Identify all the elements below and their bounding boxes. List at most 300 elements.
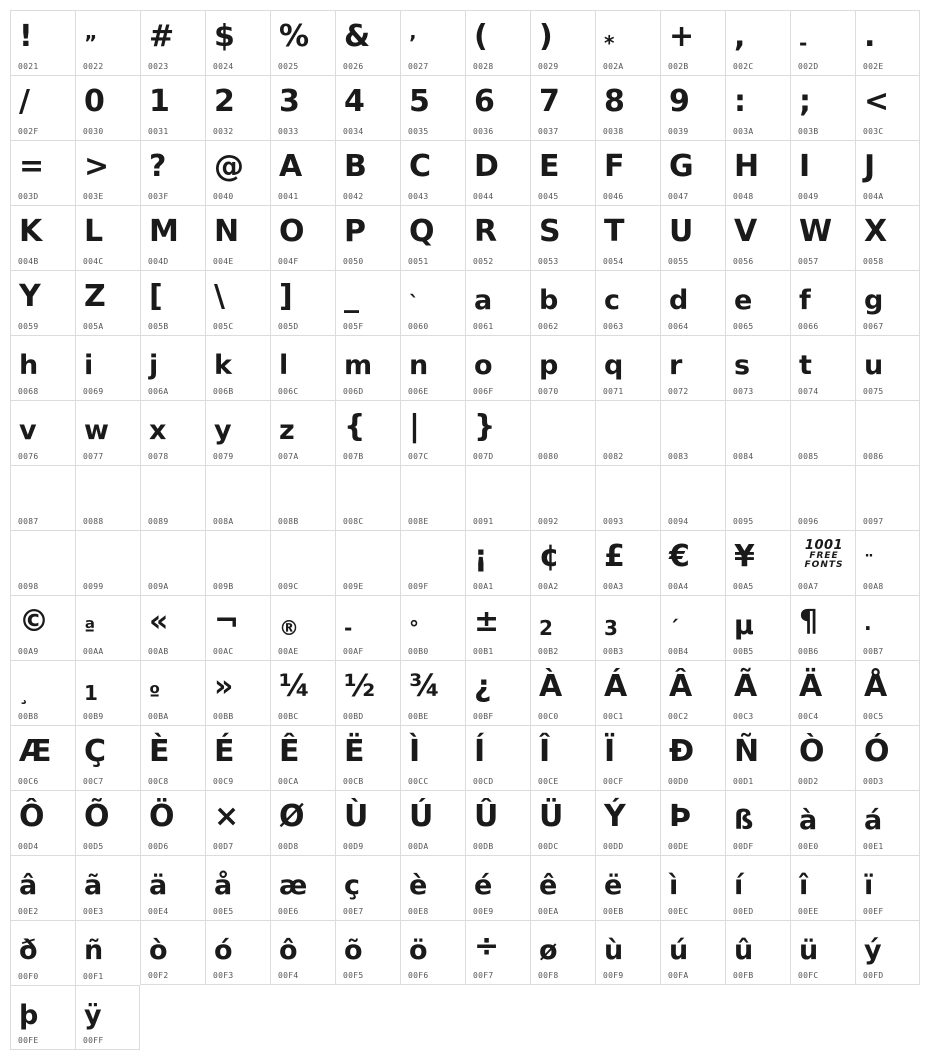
glyph-sample: º [149,681,161,705]
glyph-cell-00e5 [205,855,270,920]
glyph-sample: h [19,350,39,381]
glyph-cell-0093 [595,465,660,530]
glyph-cell-00aa [75,595,140,660]
glyph-sample: Y [19,279,41,314]
glyph-sample: E [539,149,560,184]
glyph-cell-0085 [790,400,855,465]
glyph-cell-0067 [855,270,920,335]
glyph-sample: u [864,350,884,381]
glyph-code-label: 00E2 [18,907,39,916]
glyph-cell-00d2 [790,725,855,790]
glyph-cell-002b [660,10,725,75]
glyph-code-label: 006D [343,387,364,396]
glyph-code-label: 00D2 [798,777,819,786]
glyph-sample: S [539,214,561,249]
glyph-cell-0026 [335,10,400,75]
glyph-cell-0030 [75,75,140,140]
glyph-cell-0047 [660,140,725,205]
glyph-code-label: 0034 [343,127,364,136]
glyph-sample: 4 [344,84,365,119]
glyph-sample: } [474,409,496,444]
glyph-sample: L [84,214,104,249]
glyph-sample: > [84,149,110,184]
glyph-code-label: 0076 [18,452,39,461]
glyph-code-label: 00ED [733,907,754,916]
glyph-code-label: 0062 [538,322,559,331]
glyph-cell-00ba [140,660,205,725]
glyph-cell-00de [660,790,725,855]
glyph-sample: X [864,214,888,249]
glyph-cell-00c8 [140,725,205,790]
glyph-cell-0080 [530,400,595,465]
glyph-cell-007a [270,400,335,465]
glyph-code-label: 008B [278,517,299,526]
glyph-sample: Ä [799,669,823,704]
glyph-code-label: 0094 [668,517,689,526]
glyph-cell-00b3 [595,595,660,660]
glyph-cell-0044 [465,140,530,205]
glyph-cell-00db [465,790,530,855]
glyph-sample: | [409,409,420,444]
glyph-sample: + [669,19,695,54]
glyph-cell-00d9 [335,790,400,855]
glyph-sample: c [604,285,621,316]
glyph-cell-009b [205,530,270,595]
glyph-sample: ÿ [84,1000,102,1031]
glyph-sample: ] [279,279,293,314]
glyph-cell-00b6 [790,595,855,660]
glyph-cell-00d8 [270,790,335,855]
glyph-sample: 1 [149,84,170,119]
glyph-cell-007d [465,400,530,465]
glyph-sample: [ [149,279,163,314]
glyph-cell-008b [270,465,335,530]
glyph-sample: ® [279,616,299,640]
glyph-cell-00bd [335,660,400,725]
glyph-cell-005c [205,270,270,335]
glyph-cell-00c3 [725,660,790,725]
glyph-sample: þ [19,1000,39,1031]
glyph-code-label: 00AC [213,647,234,656]
glyph-cell-003f [140,140,205,205]
glyph-cell-00fc [790,920,855,985]
glyph-sample: ; [799,84,811,119]
glyph-sample: ä [149,870,168,901]
glyph-code-label: 00B9 [83,712,104,721]
glyph-code-label: 00FD [863,971,884,980]
glyph-code-label: 0066 [798,322,819,331]
glyph-code-label: 0043 [408,192,429,201]
glyph-sample: l [279,350,289,381]
glyph-code-label: 002F [18,127,39,136]
glyph-code-label: 00DB [473,842,494,851]
glyph-cell-00dc [530,790,595,855]
glyph-cell-00e7 [335,855,400,920]
glyph-sample: , [734,19,746,54]
glyph-code-label: 00FA [668,971,689,980]
glyph-code-label: 00B4 [668,647,689,656]
glyph-cell-0087 [10,465,75,530]
glyph-cell-00c0 [530,660,595,725]
glyph-cell-0051 [400,205,465,270]
glyph-sample: 6 [474,84,495,119]
glyph-sample: g [864,285,884,316]
glyph-sample: j [149,350,159,381]
glyph-code-label: 00CC [408,777,429,786]
glyph-sample: s [734,350,751,381]
glyph-sample: £ [604,539,625,574]
glyph-cell-009f [400,530,465,595]
glyph-sample: Ó [864,734,890,769]
glyph-code-label: 0089 [148,517,169,526]
glyph-sample: y [214,415,232,446]
glyph-cell-00ea [530,855,595,920]
glyph-code-label: 0073 [733,387,754,396]
glyph-code-label: 00B2 [538,647,559,656]
glyph-cell-006f [465,335,530,400]
glyph-cell-00f4 [270,920,335,985]
glyph-sample: - [344,616,353,640]
glyph-code-label: 00C7 [83,777,104,786]
glyph-code-label: 00E1 [863,842,884,851]
glyph-sample: ± [474,604,500,639]
glyph-cell-00d6 [140,790,205,855]
glyph-cell-00da [400,790,465,855]
glyph-code-label: 006F [473,387,494,396]
glyph-cell-0031 [140,75,205,140]
glyph-sample: á [864,805,883,836]
glyph-code-label: 0063 [603,322,624,331]
glyph-code-label: 00DA [408,842,429,851]
glyph-code-label: 00FC [798,971,819,980]
glyph-cell-009c [270,530,335,595]
glyph-sample: Ï [604,734,616,769]
glyph-code-label: 005D [278,322,299,331]
glyph-sample: i [84,350,94,381]
glyph-cell-0025 [270,10,335,75]
glyph-code-label: 0054 [603,257,624,266]
glyph-sample: Õ [84,799,110,834]
glyph-code-label: 007B [343,452,364,461]
glyph-sample: Û [474,799,499,834]
glyph-sample: å [214,870,233,901]
glyph-sample: Ë [344,734,365,769]
glyph-code-label: 00D8 [278,842,299,851]
glyph-cell-00a5 [725,530,790,595]
glyph-cell-00ff [75,985,140,1050]
glyph-cell-0027 [400,10,465,75]
glyph-sample: f [799,285,811,316]
glyph-sample: æ [279,870,308,901]
glyph-code-label: 00A4 [668,582,689,591]
glyph-sample: Â [669,669,693,704]
glyph-cell-0074 [790,335,855,400]
glyph-sample: ¾ [409,669,441,704]
glyph-code-label: 00C2 [668,712,689,721]
glyph-sample: ( [474,19,488,54]
glyph-cell-0022 [75,10,140,75]
glyph-cell-009e [335,530,400,595]
glyph-sample: È [149,734,170,769]
glyph-code-label: 0074 [798,387,819,396]
glyph-code-label: 007A [278,452,299,461]
glyph-sample: d [669,285,689,316]
glyph-code-label: 00EB [603,907,624,916]
glyph-cell-00ca [270,725,335,790]
glyph-sample: ¶ [799,604,819,639]
glyph-cell-00e4 [140,855,205,920]
glyph-cell-006c [270,335,335,400]
glyph-cell-0073 [725,335,790,400]
glyph-sample: ì [669,870,679,901]
glyph-code-label: 00FB [733,971,754,980]
glyph-cell-006a [140,335,205,400]
glyph-sample: à [799,805,818,836]
glyph-code-label: 00C3 [733,712,754,721]
glyph-cell-0037 [530,75,595,140]
glyph-sample: © [19,604,49,639]
glyph-cell-00a4 [660,530,725,595]
glyph-cell-0048 [725,140,790,205]
glyph-sample: - [799,31,808,55]
glyph-cell-00a2 [530,530,595,595]
glyph-code-label: 003E [83,192,104,201]
glyph-cell-004d [140,205,205,270]
glyph-cell-004a [855,140,920,205]
glyph-code-label: 0077 [83,452,104,461]
glyph-code-label: 006C [278,387,299,396]
glyph-code-label: 009F [408,582,429,591]
glyph-cell-0068 [10,335,75,400]
glyph-code-label: 004A [863,192,884,201]
glyph-code-label: 00EA [538,907,559,916]
glyph-code-label: 0047 [668,192,689,201]
glyph-cell-0055 [660,205,725,270]
glyph-code-label: 00B6 [798,647,819,656]
glyph-cell-008a [205,465,270,530]
glyph-sample: 8 [604,84,625,119]
glyph-cell-0050 [335,205,400,270]
glyph-cell-00bf [465,660,530,725]
glyph-sample: * [604,31,615,55]
glyph-cell-00ab [140,595,205,660]
glyph-sample: ï [864,870,874,901]
glyph-code-label: 00C1 [603,712,624,721]
glyph-sample: P [344,214,366,249]
glyph-code-label: 00B7 [863,647,884,656]
glyph-code-label: 0088 [83,517,104,526]
glyph-cell-008c [335,465,400,530]
glyph-cell-00cc [400,725,465,790]
glyph-cell-00f2 [140,920,205,985]
glyph-code-label: 0086 [863,452,884,461]
glyph-code-label: 00CD [473,777,494,786]
glyph-cell-005d [270,270,335,335]
glyph-sample: Ô [19,799,45,834]
glyph-code-label: 005F [343,322,364,331]
glyph-code-label: 00B1 [473,647,494,656]
glyph-code-label: 00A9 [18,647,39,656]
glyph-code-label: 00CE [538,777,559,786]
glyph-code-label: 00AA [83,647,104,656]
glyph-sample: & [344,19,371,54]
glyph-sample: ? [149,149,167,184]
glyph-cell-0053 [530,205,595,270]
glyph-sample: ` [409,291,419,315]
glyph-cell-00b1 [465,595,530,660]
glyph-cell-00f1 [75,920,140,985]
glyph-cell-00e6 [270,855,335,920]
glyph-cell-0036 [465,75,530,140]
glyph-code-label: 00DE [668,842,689,851]
glyph-code-label: 003B [798,127,819,136]
glyph-cell-0097 [855,465,920,530]
glyph-cell-005b [140,270,205,335]
glyph-cell-0089 [140,465,205,530]
glyph-sample: é [474,870,493,901]
glyph-cell-00d3 [855,725,920,790]
glyph-sample: 0 [84,84,105,119]
glyph-cell-006b [205,335,270,400]
glyph-code-label: 00D0 [668,777,689,786]
glyph-cell-007c [400,400,465,465]
glyph-code-label: 00BC [278,712,299,721]
glyph-cell-00f9 [595,920,660,985]
glyph-cell-00ce [530,725,595,790]
glyph-code-label: 0050 [343,257,364,266]
glyph-code-label: 00BE [408,712,429,721]
glyph-code-label: 0061 [473,322,494,331]
glyph-code-label: 00F4 [278,971,299,980]
glyph-cell-00ed [725,855,790,920]
glyph-cell-00b5 [725,595,790,660]
glyph-code-label: 004C [83,257,104,266]
glyph-cell-00fa [660,920,725,985]
glyph-cell-00be [400,660,465,725]
glyph-cell-00bc [270,660,335,725]
glyph-cell-0061 [465,270,530,335]
glyph-sample: Ý [604,799,626,834]
glyph-cell-002f [10,75,75,140]
glyph-sample: = [19,149,45,184]
glyph-sample: : [734,84,746,119]
glyph-sample: è [409,870,428,901]
glyph-code-label: 0033 [278,127,299,136]
glyph-sample: ã [84,870,103,901]
glyph-code-label: 00E3 [83,907,104,916]
glyph-cell-00e2 [10,855,75,920]
glyph-code-label: 0029 [538,62,559,71]
glyph-code-label: 00EF [863,907,884,916]
glyph-sample: Ð [669,734,695,769]
glyph-cell-00a7 [790,530,855,595]
glyph-cell-002d [790,10,855,75]
glyph-cell-0078 [140,400,205,465]
glyph-cell-00cd [465,725,530,790]
glyph-cell-0023 [140,10,205,75]
glyph-code-label: 00AE [278,647,299,656]
glyph-code-label: 0036 [473,127,494,136]
glyph-cell-00c2 [660,660,725,725]
glyph-sample: m [344,350,373,381]
glyph-sample: 9 [669,84,690,119]
glyph-sample: » [214,669,234,704]
glyph-code-label: 0071 [603,387,624,396]
glyph-code-label: 002D [798,62,819,71]
glyph-sample: ô [279,935,298,966]
glyph-sample: @ [214,149,244,184]
glyph-sample: r [669,350,683,381]
glyph-code-label: 00A8 [863,582,884,591]
glyph-sample: Þ [669,799,692,834]
logo-text-line: FREE [809,551,839,561]
glyph-sample: Z [84,279,106,314]
glyph-sample: U [669,214,694,249]
glyph-code-label: 00B0 [408,647,429,656]
logo-text-line: FONTS [804,560,844,570]
glyph-cell-0077 [75,400,140,465]
glyph-cell-004f [270,205,335,270]
glyph-sample: ª [84,616,96,640]
glyph-cell-0039 [660,75,725,140]
glyph-cell-00a9 [10,595,75,660]
glyph-cell-0063 [595,270,660,335]
glyph-cell-0042 [335,140,400,205]
glyph-cell-006e [400,335,465,400]
glyph-sample: V [734,214,758,249]
glyph-code-label: 009B [213,582,234,591]
glyph-code-label: 00B8 [18,712,39,721]
glyph-cell-0029 [530,10,595,75]
glyph-code-label: 00A5 [733,582,754,591]
glyph-code-label: 0031 [148,127,169,136]
glyph-cell-00c6 [10,725,75,790]
glyph-cell-00f6 [400,920,465,985]
glyph-sample: _ [344,279,359,314]
glyph-code-label: 00C5 [863,712,884,721]
glyph-cell-002c [725,10,790,75]
glyph-code-label: 0028 [473,62,494,71]
glyph-cell-0057 [790,205,855,270]
glyph-code-label: 00E4 [148,907,169,916]
glyph-cell-00b4 [660,595,725,660]
glyph-code-label: 00A7 [798,582,819,591]
glyph-code-label: 0025 [278,62,299,71]
glyph-cell-0066 [790,270,855,335]
glyph-sample: µ [734,610,754,641]
glyph-code-label: 0039 [668,127,689,136]
glyph-cell-004e [205,205,270,270]
glyph-code-label: 0093 [603,517,624,526]
glyph-cell-002a [595,10,660,75]
glyph-code-label: 0058 [863,257,884,266]
glyph-cell-00b9 [75,660,140,725]
glyph-code-label: 0085 [798,452,819,461]
glyph-code-label: 00F2 [148,971,169,980]
glyph-cell-004c [75,205,140,270]
glyph-cell-0075 [855,335,920,400]
glyph-cell-00df [725,790,790,855]
glyph-sample: î [799,870,809,901]
glyph-sample: R [474,214,498,249]
glyph-code-label: 003F [148,192,169,201]
glyph-sample: ý [864,935,882,966]
glyph-code-label: 0038 [603,127,624,136]
glyph-cell-0096 [790,465,855,530]
glyph-sample: ´ [669,616,679,640]
glyph-code-label: 00DF [733,842,754,851]
glyph-code-label: 0099 [83,582,104,591]
